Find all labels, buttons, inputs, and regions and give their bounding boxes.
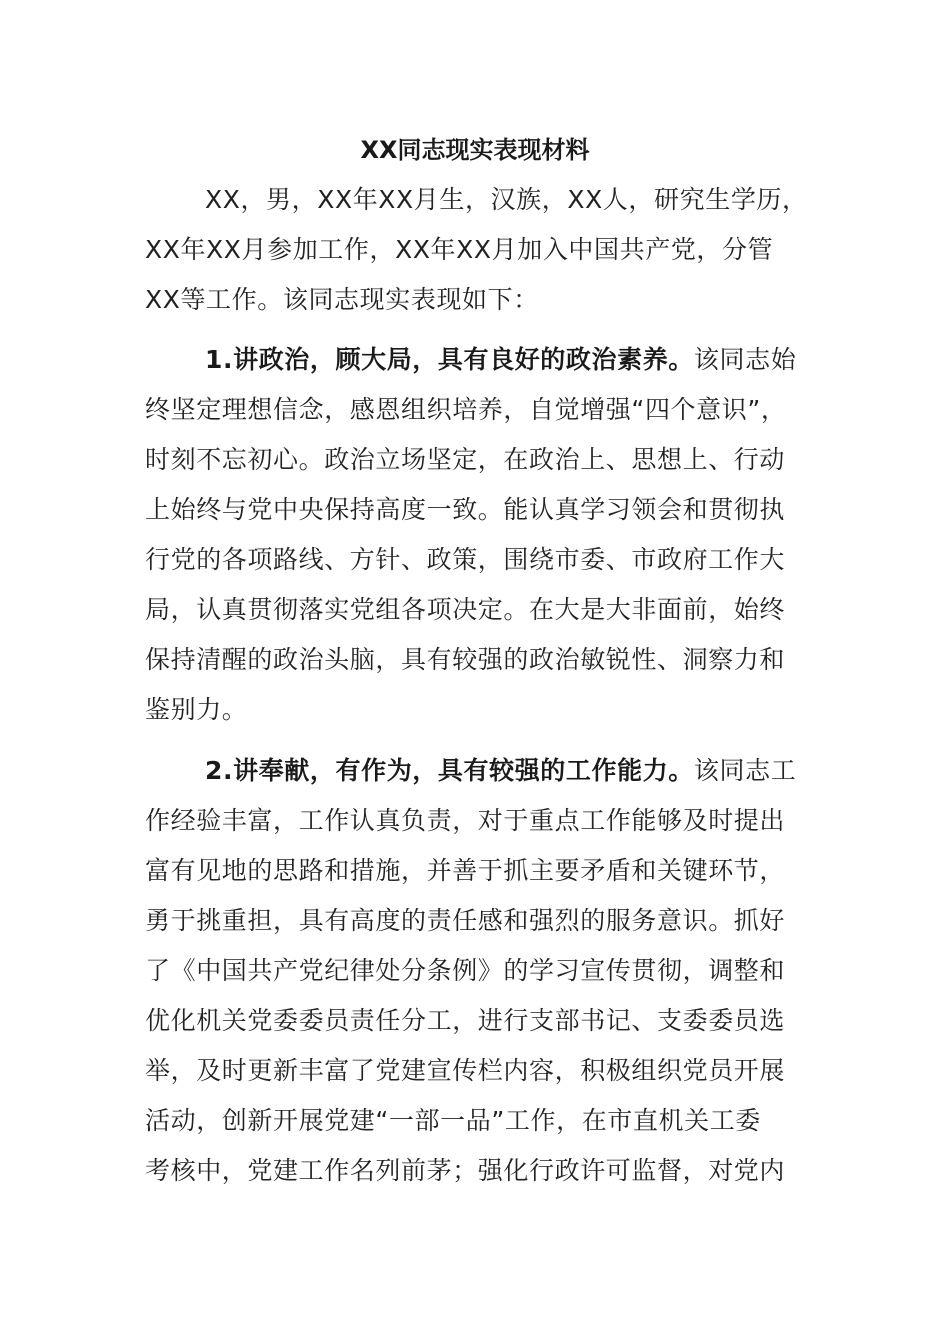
section-2-line: 活动，创新开展党建“一部一品”工作，在市直机关工委	[145, 1106, 761, 1135]
section-2-line: 考核中，党建工作名列前茅；强化行政许可监督，对党内	[145, 1156, 786, 1185]
section-2-paragraph	[145, 746, 795, 1196]
intro-line: XX年XX月参加工作，XX年XX月加入中国共产党，分管	[145, 235, 774, 264]
section-1-line: 时刻不忘初心。政治立场坚定，在政治上、思想上、行动	[145, 445, 786, 474]
section-2-heading: 2.讲奉献，有作为，具有较强的工作能力。	[205, 756, 694, 785]
section-1-line: 终坚定理想信念，感恩组织培养，自觉增强“四个意识”，	[145, 395, 787, 424]
section-1-line: 上始终与党中央保持高度一致。能认真学习领会和贯彻执	[145, 495, 786, 524]
section-1-heading: 1.讲政治，顾大局，具有良好的政治素养。	[205, 345, 694, 374]
section-2-line: 了《中国共产党纪律处分条例》的学习宣传贯彻，调整和	[145, 956, 786, 985]
section-2-line: 举，及时更新丰富了党建宣传栏内容，积极组织党员开展	[145, 1056, 786, 1085]
section-1-line: 局，认真贯彻落实党组各项决定。在大是大非面前，始终	[145, 595, 786, 624]
section-1-line: 行党的各项路线、方针、政策，围绕市委、市政府工作大	[145, 545, 786, 574]
section-2-first-line-text: 该同志工	[693, 756, 797, 785]
section-2-line: 勇于挑重担，具有高度的责任感和强烈的服务意识。抓好	[145, 906, 786, 935]
section-2-line: 富有见地的思路和措施，并善于抓主要矛盾和关键环节，	[145, 856, 786, 885]
section-1-line: 鉴别力。	[145, 695, 248, 724]
intro-line: XX等工作。该同志现实表现如下：	[145, 285, 539, 314]
section-1-paragraph	[145, 335, 795, 735]
intro-paragraph	[145, 175, 808, 325]
section-1-first-line-text: 该同志始	[693, 345, 797, 374]
intro-line: XX，男，XX年XX月生，汉族，XX人，研究生学历，	[205, 185, 808, 214]
section-2-line: 优化机关党委委员责任分工，进行支部书记、支委委员选	[145, 1006, 786, 1035]
section-1-line: 保持清醒的政治头脑，具有较强的政治敏锐性、洞察力和	[145, 645, 786, 674]
section-1-first-line	[145, 335, 795, 385]
section-2-line: 作经验丰富，工作认真负责，对于重点工作能够及时提出	[145, 806, 786, 835]
document-title: XX同志现实表现材料	[360, 136, 590, 164]
section-2-first-line	[145, 746, 795, 796]
